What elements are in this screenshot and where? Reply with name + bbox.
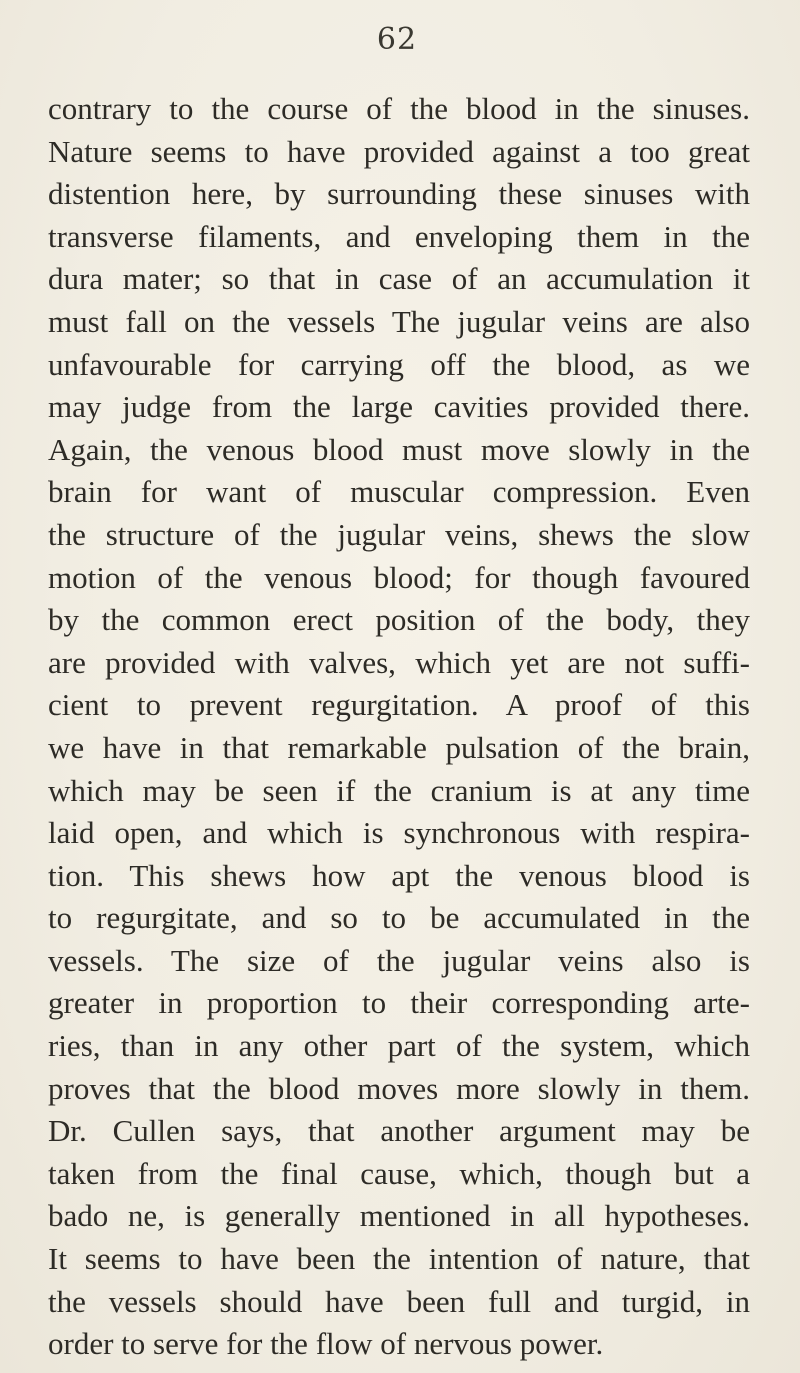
text-line: bado ne, is generally mentioned in all hypotheses.	[48, 1198, 750, 1234]
text-line: Nature seems to have provided against a too great	[48, 133, 750, 169]
text-line: are provided with valves, which yet are not suffi-	[48, 644, 750, 680]
text-line: motion of the venous blood; for though favoured	[48, 559, 750, 595]
text-line: by the common erect position of the body, they	[48, 602, 750, 638]
text-line: vessels. The size of the jugular veins also is	[48, 942, 750, 978]
text-line: the vessels should have been full and turgid, in	[48, 1283, 750, 1319]
text-line: we have in that remarkable pulsation of the brain,	[48, 729, 750, 765]
text-line: transverse filaments, and enveloping them in the	[48, 218, 750, 254]
text-line: the structure of the jugular veins, shews the slow	[48, 516, 750, 552]
text-line: unfavourable for carrying off the blood, as we	[48, 346, 750, 382]
text-line: may judge from the large cavities provided there.	[48, 389, 750, 425]
page-number: 62	[376, 22, 418, 57]
text-line: taken from the final cause, which, though but a	[48, 1155, 750, 1191]
text-line: It seems to have been the intention of nature, that	[48, 1241, 750, 1277]
text-line: tion. This shews how apt the venous blood is	[48, 857, 750, 893]
text-line: laid open, and which is synchronous with respira-	[48, 815, 750, 851]
text-line: order to serve for the flow of nervous power.	[48, 1326, 604, 1362]
text-line: brain for want of muscular compression. Even	[48, 474, 750, 510]
text-line: greater in proportion to their corresponding arte-	[48, 985, 750, 1021]
text-line: Dr. Cullen says, that another argument may be	[48, 1113, 750, 1149]
body-text	[48, 88, 750, 1366]
text-line: contrary to the course of the blood in the sinuses.	[48, 91, 750, 126]
text-line: dura mater; so that in case of an accumulation it	[48, 261, 750, 297]
text-line: proves that the blood moves more slowly in them.	[48, 1070, 750, 1106]
text-line: which may be seen if the cranium is at any time	[48, 772, 750, 808]
text-line: to regurgitate, and so to be accumulated in the	[48, 900, 750, 936]
text-line: ries, than in any other part of the system, which	[48, 1028, 750, 1064]
text-line: distention here, by surrounding these sinuses with	[48, 176, 750, 212]
text-line: cient to prevent regurgitation. A proof of this	[48, 687, 750, 723]
text-line: Again, the venous blood must move slowly in the	[48, 431, 750, 467]
text-line: must fall on the vessels The jugular veins are also	[48, 303, 750, 339]
